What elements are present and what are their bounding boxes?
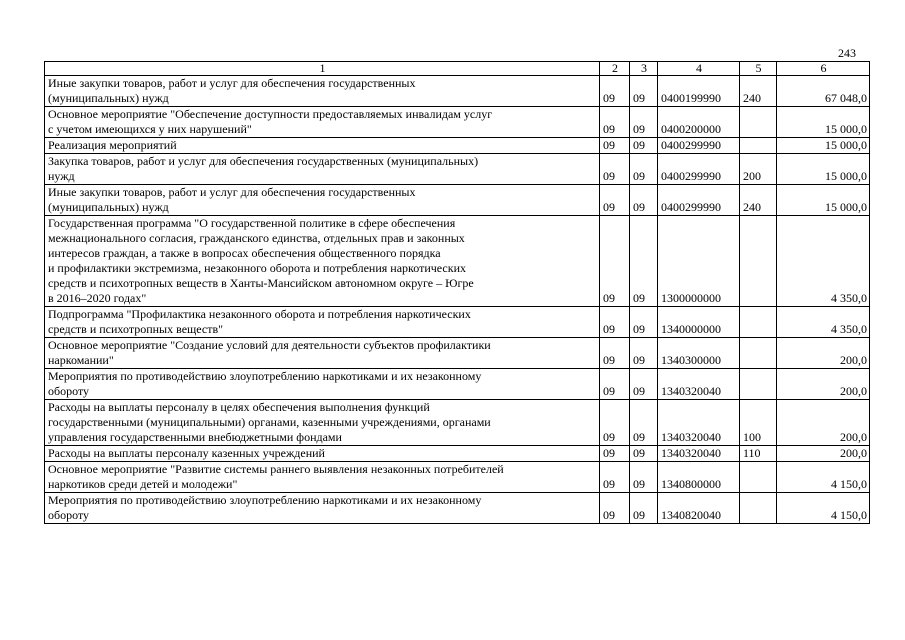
expense-type-code: 240 — [740, 185, 777, 216]
amount: 15 000,0 — [777, 107, 870, 138]
row-name: Подпрограмма "Профилактика незаконного оборота и потребления наркотических средств и психотропных веществ" — [45, 307, 600, 338]
expense-type-code: 100 — [740, 400, 777, 446]
target-article-code: 0400199990 — [658, 76, 740, 107]
target-article-code: 1300000000 — [658, 216, 740, 307]
amount: 15 000,0 — [777, 138, 870, 154]
target-article-code: 1340820040 — [658, 493, 740, 524]
subsection-code: 09 — [630, 446, 658, 462]
expense-type-code — [740, 307, 777, 338]
subsection-code: 09 — [630, 493, 658, 524]
table-row — [45, 462, 870, 493]
row-name: Основное мероприятие "Создание условий для деятельности субъектов профилактики наркомании" — [45, 338, 600, 369]
amount: 67 048,0 — [777, 76, 870, 107]
section-code: 09 — [600, 107, 630, 138]
table-row — [45, 307, 870, 338]
budget-table — [44, 61, 870, 524]
amount: 4 350,0 — [777, 307, 870, 338]
target-article-code: 0400299990 — [658, 154, 740, 185]
row-name: Государственная программа "О государственной политике в сфере обеспечения межнационального согласия, гражданского единства, отдельных прав и законных интересов граждан, а также в вопросах обеспечения общественного порядка и профилактики экстремизма, незаконного оборота и потребления наркотических средств и психотропных веществ в Ханты-Мансийском автономном округе – Югре в 2016–2020 годах" — [45, 216, 600, 307]
target-article-code: 0400299990 — [658, 138, 740, 154]
target-article-code: 1340320040 — [658, 400, 740, 446]
table-row — [45, 446, 870, 462]
header-row — [45, 62, 870, 76]
amount: 200,0 — [777, 338, 870, 369]
table-row — [45, 76, 870, 107]
section-code: 09 — [600, 400, 630, 446]
amount: 200,0 — [777, 400, 870, 446]
target-article-code: 0400200000 — [658, 107, 740, 138]
section-code: 09 — [600, 154, 630, 185]
row-name: Основное мероприятие "Обеспечение доступности предоставляемых инвалидам услуг с учетом имеющихся у них нарушений" — [45, 107, 600, 138]
table-row — [45, 185, 870, 216]
table-row — [45, 369, 870, 400]
amount: 200,0 — [777, 446, 870, 462]
header-cell-3: 3 — [630, 62, 658, 76]
row-name: Основное мероприятие "Развитие системы раннего выявления незаконных потребителей наркотиков среди детей и молодежи" — [45, 462, 600, 493]
expense-type-code: 240 — [740, 76, 777, 107]
row-name: Мероприятия по противодействию злоупотреблению наркотиками и их незаконному обороту — [45, 369, 600, 400]
table-row — [45, 338, 870, 369]
subsection-code: 09 — [630, 107, 658, 138]
row-name: Закупка товаров, работ и услуг для обеспечения государственных (муниципальных) нужд — [45, 154, 600, 185]
table-row — [45, 138, 870, 154]
expense-type-code: 200 — [740, 154, 777, 185]
expense-type-code — [740, 216, 777, 307]
row-name: Расходы на выплаты персоналу казенных учреждений — [45, 446, 600, 462]
subsection-code: 09 — [630, 154, 658, 185]
expense-type-code — [740, 138, 777, 154]
section-code: 09 — [600, 369, 630, 400]
row-name: Иные закупки товаров, работ и услуг для обеспечения государственных (муниципальных) нужд — [45, 185, 600, 216]
section-code: 09 — [600, 185, 630, 216]
section-code: 09 — [600, 338, 630, 369]
header-cell-1: 1 — [45, 62, 600, 76]
row-name: Реализация мероприятий — [45, 138, 600, 154]
target-article-code: 1340320040 — [658, 446, 740, 462]
amount: 15 000,0 — [777, 185, 870, 216]
section-code: 09 — [600, 138, 630, 154]
target-article-code: 1340800000 — [658, 462, 740, 493]
section-code: 09 — [600, 307, 630, 338]
header-cell-5: 5 — [740, 62, 777, 76]
table-row — [45, 216, 870, 307]
amount: 4 150,0 — [777, 493, 870, 524]
subsection-code: 09 — [630, 462, 658, 493]
subsection-code: 09 — [630, 400, 658, 446]
amount: 4 150,0 — [777, 462, 870, 493]
expense-type-code — [740, 493, 777, 524]
subsection-code: 09 — [630, 307, 658, 338]
header-cell-2: 2 — [600, 62, 630, 76]
subsection-code: 09 — [630, 185, 658, 216]
row-name: Мероприятия по противодействию злоупотреблению наркотиками и их незаконному обороту — [45, 493, 600, 524]
section-code: 09 — [600, 76, 630, 107]
expense-type-code — [740, 338, 777, 369]
expense-type-code — [740, 462, 777, 493]
header-cell-4: 4 — [658, 62, 740, 76]
table-row — [45, 400, 870, 446]
subsection-code: 09 — [630, 216, 658, 307]
table-row — [45, 493, 870, 524]
subsection-code: 09 — [630, 369, 658, 400]
page-number: 243 — [838, 46, 856, 60]
subsection-code: 09 — [630, 338, 658, 369]
expense-type-code — [740, 369, 777, 400]
subsection-code: 09 — [630, 138, 658, 154]
section-code: 09 — [600, 216, 630, 307]
amount: 200,0 — [777, 369, 870, 400]
table-row — [45, 154, 870, 185]
target-article-code: 1340300000 — [658, 338, 740, 369]
section-code: 09 — [600, 462, 630, 493]
amount: 15 000,0 — [777, 154, 870, 185]
table-row — [45, 107, 870, 138]
section-code: 09 — [600, 493, 630, 524]
subsection-code: 09 — [630, 76, 658, 107]
expense-type-code — [740, 107, 777, 138]
table-body — [45, 62, 870, 524]
target-article-code: 1340000000 — [658, 307, 740, 338]
target-article-code: 1340320040 — [658, 369, 740, 400]
expense-type-code: 110 — [740, 446, 777, 462]
section-code: 09 — [600, 446, 630, 462]
row-name: Расходы на выплаты персоналу в целях обеспечения выполнения функций государственными (муниципальными) органами, казенными учреждениями, органами управления государственными внебюджетными фондами — [45, 400, 600, 446]
row-name: Иные закупки товаров, работ и услуг для обеспечения государственных (муниципальных) нужд — [45, 76, 600, 107]
header-cell-6: 6 — [777, 62, 870, 76]
target-article-code: 0400299990 — [658, 185, 740, 216]
amount: 4 350,0 — [777, 216, 870, 307]
